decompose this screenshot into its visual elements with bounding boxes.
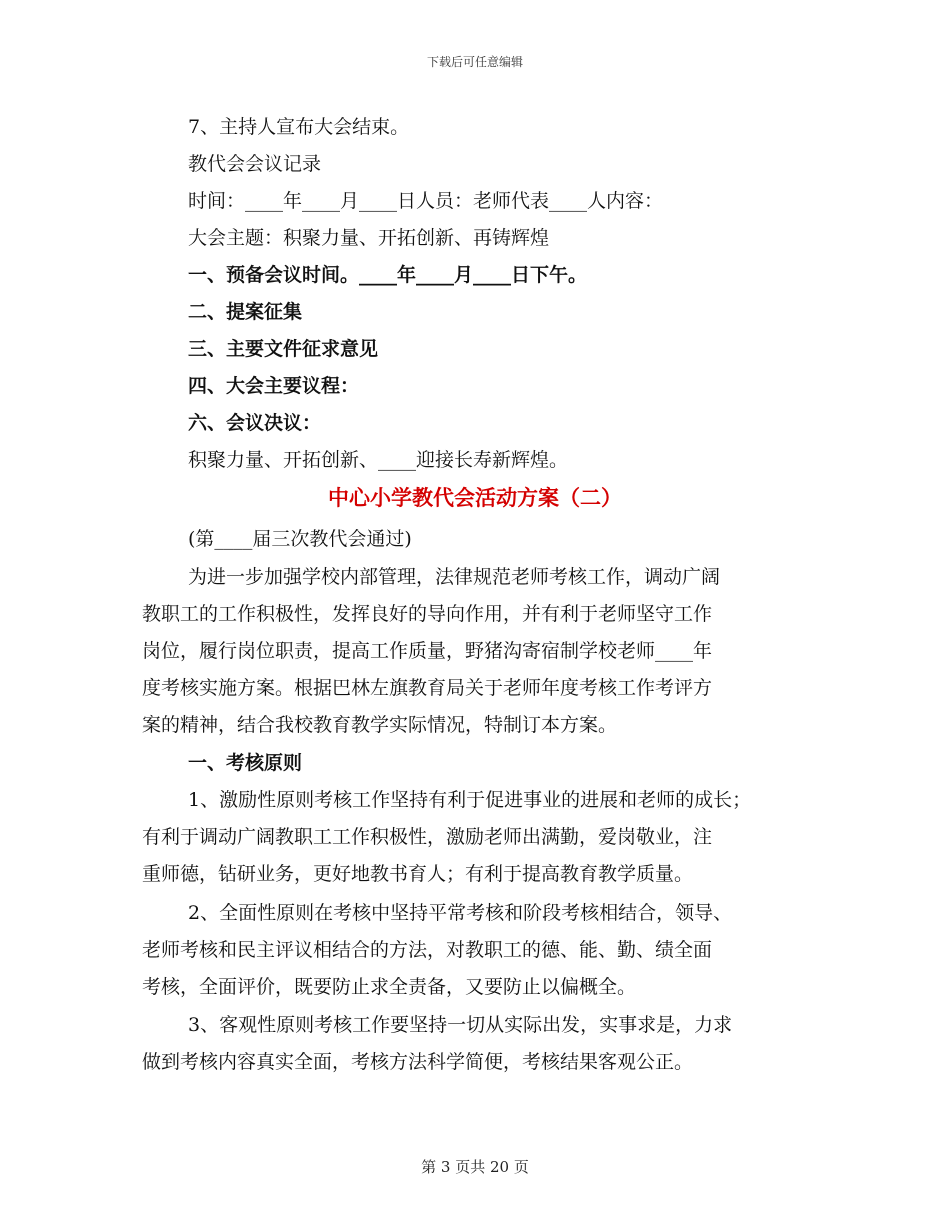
paragraph-line: 2、全面性原则在考核中坚持平常考核和阶段考核相结合，领导、 — [188, 902, 733, 924]
document-title: 中心小学教代会活动方案（二） — [328, 485, 622, 510]
paragraph-line: 重师德，钻研业务，更好地教书育人；有利于提高教育教学质量。 — [142, 863, 694, 885]
section-6-heading: 六、会议决议： — [188, 412, 322, 434]
paragraph-line: 教职工的工作积极性，发挥良好的导向作用，并有利于老师坚守工作 — [142, 603, 713, 625]
paragraph-line: 有利于调动广阔教职工工作积极性，激励老师出满勤，爱岗敬业，注 — [142, 826, 713, 848]
principles-heading: 一、考核原则 — [188, 752, 303, 774]
adoption-note: (第____届三次教代会通过) — [188, 528, 412, 550]
page-header: 下载后可任意编辑 — [426, 55, 523, 69]
time-line: 时间：____年____月____日人员：老师代表____人内容： — [188, 190, 664, 212]
paragraph-line: 1、激励性原则考核工作坚持有利于促进事业的进展和老师的成长； — [188, 789, 752, 811]
section-1-heading: 一、预备会议时间。____年____月____日下午。 — [188, 264, 588, 286]
section-3-heading: 三、主要文件征求意见 — [188, 338, 379, 360]
page-footer: 第 3 页共 20 页 — [421, 1158, 529, 1176]
paragraph-line: 做到考核内容真实全面，考核方法科学简便，考核结果客观公正。 — [142, 1051, 694, 1073]
paragraph-line: 岗位，履行岗位职责，提高工作质量，野猪沟寄宿制学校老师____年 — [142, 640, 713, 662]
paragraph-line: 度考核实施方案。根据巴林左旗教育局关于老师年度考核工作考评方 — [142, 677, 713, 699]
section-4-heading: 四、大会主要议程： — [188, 375, 360, 397]
paragraph-line: 案的精神，结合我校教育教学实际情况，特制订本方案。 — [142, 714, 618, 736]
minutes-heading: 教代会会议记录 — [188, 153, 322, 175]
closing-line: 7、主持人宣布大会结束。 — [188, 116, 410, 138]
paragraph-line: 3、客观性原则考核工作要坚持一切从实际出发，实事求是，力求 — [188, 1014, 733, 1036]
section-2-heading: 二、提案征集 — [188, 301, 303, 323]
resolution-line: 积聚力量、开拓创新、____迎接长寿新辉煌。 — [188, 449, 569, 471]
paragraph-line: 老师考核和民主评议相结合的方法，对教职工的德、能、勤、绩全面 — [142, 939, 713, 961]
paragraph-line: 为进一步加强学校内部管理，法律规范老师考核工作，调动广阔 — [188, 566, 721, 588]
theme-line: 大会主题：积聚力量、开拓创新、再铸辉煌 — [188, 227, 550, 249]
paragraph-line: 考核，全面评价，既要防止求全责备，又要防止以偏概全。 — [142, 976, 637, 998]
